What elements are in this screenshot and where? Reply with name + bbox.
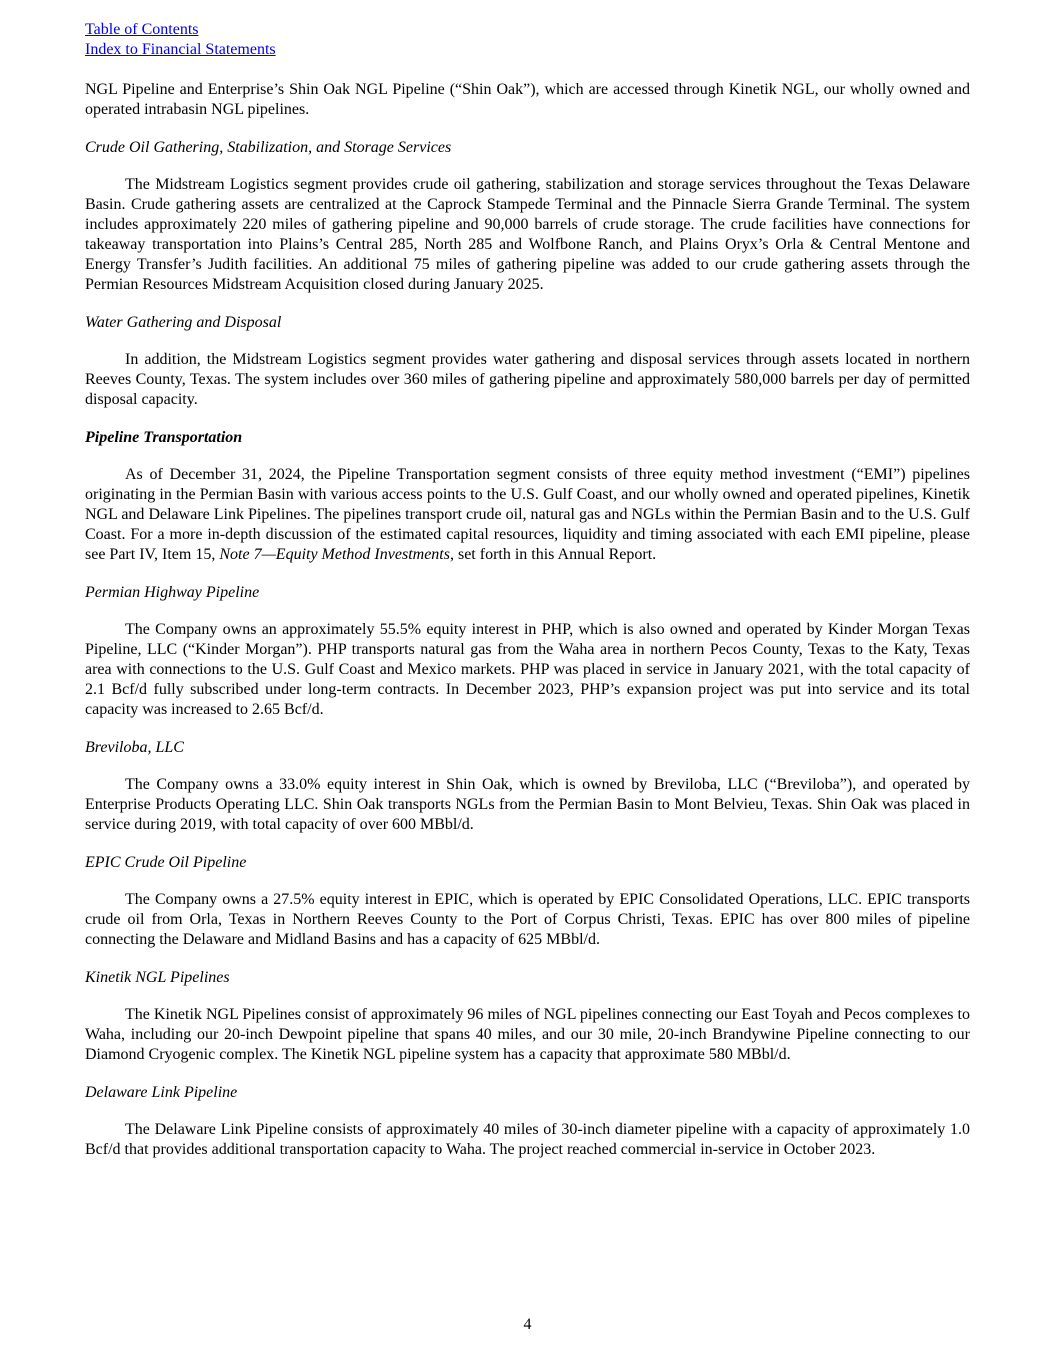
breviloba-paragraph: The Company owns a 33.0% equity interest in Shin Oak, which is owned by Breviloba, LLC (“Breviloba”), and operated by Enterprise Products Operating LLC. Shin Oak transports NGLs from the Permian Basin to Mont Belvieu, Texas. Shin Oak was placed in service during 2019, with total capacity of over 600 MBbl/d. — [85, 776, 970, 833]
water-paragraph: In addition, the Midstream Logistics segment provides water gathering and disposal services through assets located in northern Reeves County, Texas. The system includes over 360 miles of gathering pipeline and approximately 580,000 barrels per day of permitted disposal capacity. — [85, 351, 970, 408]
page-number: 4 — [523, 1316, 532, 1333]
epic-paragraph: The Company owns a 27.5% equity interest in EPIC, which is operated by EPIC Consolidated Operations, LLC. EPIC transports crude oil from Orla, Texas in Northern Reeves County to the Port of Corpus Christi, Texas. EPIC has over 800 miles of pipeline connecting the Delaware and Midland Basins and has a capacity of 625 MBbl/d. — [85, 891, 970, 948]
crude-oil-heading: Crude Oil Gathering, Stabilization, and Storage Services — [85, 139, 452, 156]
water-heading: Water Gathering and Disposal — [85, 314, 282, 331]
pipeline-transportation-heading: Pipeline Transportation — [85, 429, 243, 446]
nav-links — [85, 20, 970, 60]
note-7-reference: Note 7—Equity Method Investments — [219, 546, 450, 563]
index-to-financial-statements-link[interactable]: Index to Financial Statements — [85, 41, 276, 58]
crude-oil-paragraph: The Midstream Logistics segment provides crude oil gathering, stabilization and storage services throughout the Texas Delaware Basin. Crude gathering assets are centralized at the Caprock Stampede Terminal and the Pinnacle Sierra Grande Terminal. The system includes approximately 220 miles of gathering pipeline and 90,000 barrels of crude storage. The crude facilities have connections for takeaway transportation into Plains’s Central 285, North 285 and Wolfbone Ranch, and Plains Oryx’s Orla & Central Mentone and Energy Transfer’s Judith facilities. An additional 75 miles of gathering pipeline was added to our crude gathering assets through the Permian Resources Midstream Acquisition closed during January 2025. — [85, 176, 970, 293]
epic-heading: EPIC Crude Oil Pipeline — [85, 854, 247, 871]
breviloba-heading: Breviloba, LLC — [85, 739, 184, 756]
pipeline-text-a: As of December 31, 2024, the Pipeline Transportation segment consists of three equity method investment (“EMI”) pipelines originating in the Permian Basin with various access points to the U.S. Gulf Coast, and our wholly owned and operated pipelines, Kinetik NGL and Delaware Link Pipelines. The pipelines transport crude oil, natural gas and NGLs within the Permian Basin and to the U.S. Gulf Coast. For a more in-depth discussion of the estimated capital resources, liquidity and timing associated with each EMI pipeline, please see Part IV, Item 15, — [85, 466, 970, 563]
kinetik-paragraph: The Kinetik NGL Pipelines consist of approximately 96 miles of NGL pipelines connecting our East Toyah and Pecos complexes to Waha, including our 20-inch Dewpoint pipeline that spans 40 miles, and our 30 mile, 20-inch Brandywine Pipeline connecting to our Diamond Cryogenic complex. The Kinetik NGL pipeline system has a capacity that approximate 580 MBbl/d. — [85, 1006, 970, 1063]
document-body — [85, 80, 970, 1160]
intro-paragraph: NGL Pipeline and Enterprise’s Shin Oak NGL Pipeline (“Shin Oak”), which are accessed through Kinetik NGL, our wholly owned and operated intrabasin NGL pipelines. — [85, 81, 970, 118]
php-paragraph: The Company owns an approximately 55.5% equity interest in PHP, which is also owned and operated by Kinder Morgan Texas Pipeline, LLC (“Kinder Morgan”). PHP transports natural gas from the Waha area in northern Pecos County, Texas to the Katy, Texas area with connections to the U.S. Gulf Coast and Mexico markets. PHP was placed in service in January 2021, with the total capacity of 2.1 Bcf/d fully subscribed under long-term contracts. In December 2023, PHP’s expansion project was put into service and its total capacity was increased to 2.65 Bcf/d. — [85, 621, 970, 718]
document-page — [85, 20, 970, 1178]
delaware-link-paragraph: The Delaware Link Pipeline consists of approximately 40 miles of 30-inch diameter pipeline with a capacity of approximately 1.0 Bcf/d that provides additional transportation capacity to Waha. The project reached commercial in-service in October 2023. — [85, 1121, 970, 1158]
delaware-link-heading: Delaware Link Pipeline — [85, 1084, 238, 1101]
php-heading: Permian Highway Pipeline — [85, 584, 260, 601]
pipeline-transportation-paragraph — [85, 465, 970, 565]
table-of-contents-link[interactable]: Table of Contents — [85, 21, 199, 38]
pipeline-text-b: , set forth in this Annual Report. — [449, 546, 657, 563]
kinetik-heading: Kinetik NGL Pipelines — [85, 969, 230, 986]
